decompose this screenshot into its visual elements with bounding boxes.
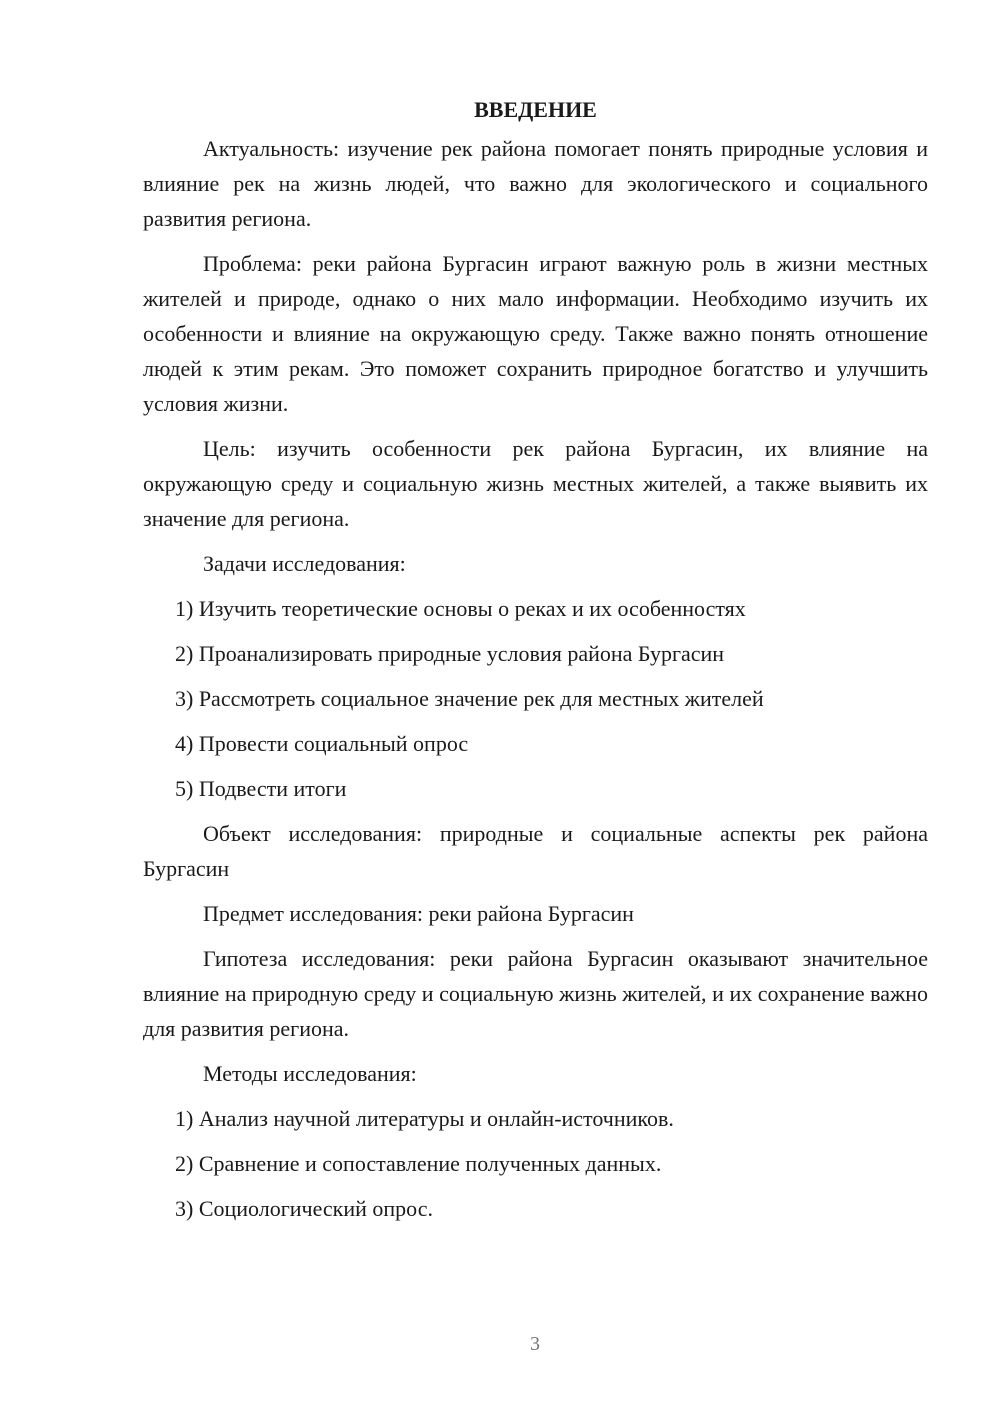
object-paragraph: Объект исследования: природные и социальные аспекты рек района Бургасин bbox=[143, 821, 928, 881]
list-item: 2) Проанализировать природные условия района Бургасин bbox=[175, 641, 725, 666]
list-item: 4) Провести социальный опрос bbox=[175, 731, 469, 756]
tasks-heading: Задачи исследования: bbox=[203, 551, 406, 576]
methods-list bbox=[143, 1101, 928, 1226]
list-item: 3) Социологический опрос. bbox=[175, 1196, 433, 1221]
hypothesis-paragraph: Гипотеза исследования: реки района Бургасин оказывают значительное влияние на природную среду и социальную жизнь жителей, и их сохранение важно для развития региона. bbox=[143, 946, 928, 1041]
list-item: 1) Изучить теоретические основы о реках и их особенностях bbox=[175, 596, 746, 621]
goal-paragraph: Цель: изучить особенности рек района Бургасин, их влияние на окружающую среду и социальную жизнь местных жителей, а также выявить их значение для региона. bbox=[143, 436, 928, 531]
list-item: 2) Сравнение и сопоставление полученных данных. bbox=[175, 1151, 662, 1176]
tasks-list bbox=[143, 591, 928, 806]
document-page bbox=[143, 93, 928, 1236]
subject-paragraph: Предмет исследования: реки района Бургасин bbox=[203, 901, 634, 926]
methods-heading: Методы исследования: bbox=[203, 1061, 417, 1086]
page-title: ВВЕДЕНИЕ bbox=[474, 97, 597, 122]
page-number: 3 bbox=[530, 1333, 540, 1355]
relevance-paragraph: Актуальность: изучение рек района помогает понять природные условия и влияние рек на жизнь людей, что важно для экологического и социального развития региона. bbox=[143, 136, 928, 231]
problem-paragraph: Проблема: реки района Бургасин играют важную роль в жизни местных жителей и природе, однако о них мало информации. Необходимо изучить их особенности и влияние на окружающую среду. Также важно понять отношение людей к этим рекам. Это поможет сохранить природное богатство и улучшить условия жизни. bbox=[143, 251, 928, 416]
list-item: 3) Рассмотреть социальное значение рек для местных жителей bbox=[175, 686, 764, 711]
list-item: 1) Анализ научной литературы и онлайн-источников. bbox=[175, 1106, 674, 1131]
list-item: 5) Подвести итоги bbox=[175, 776, 347, 801]
